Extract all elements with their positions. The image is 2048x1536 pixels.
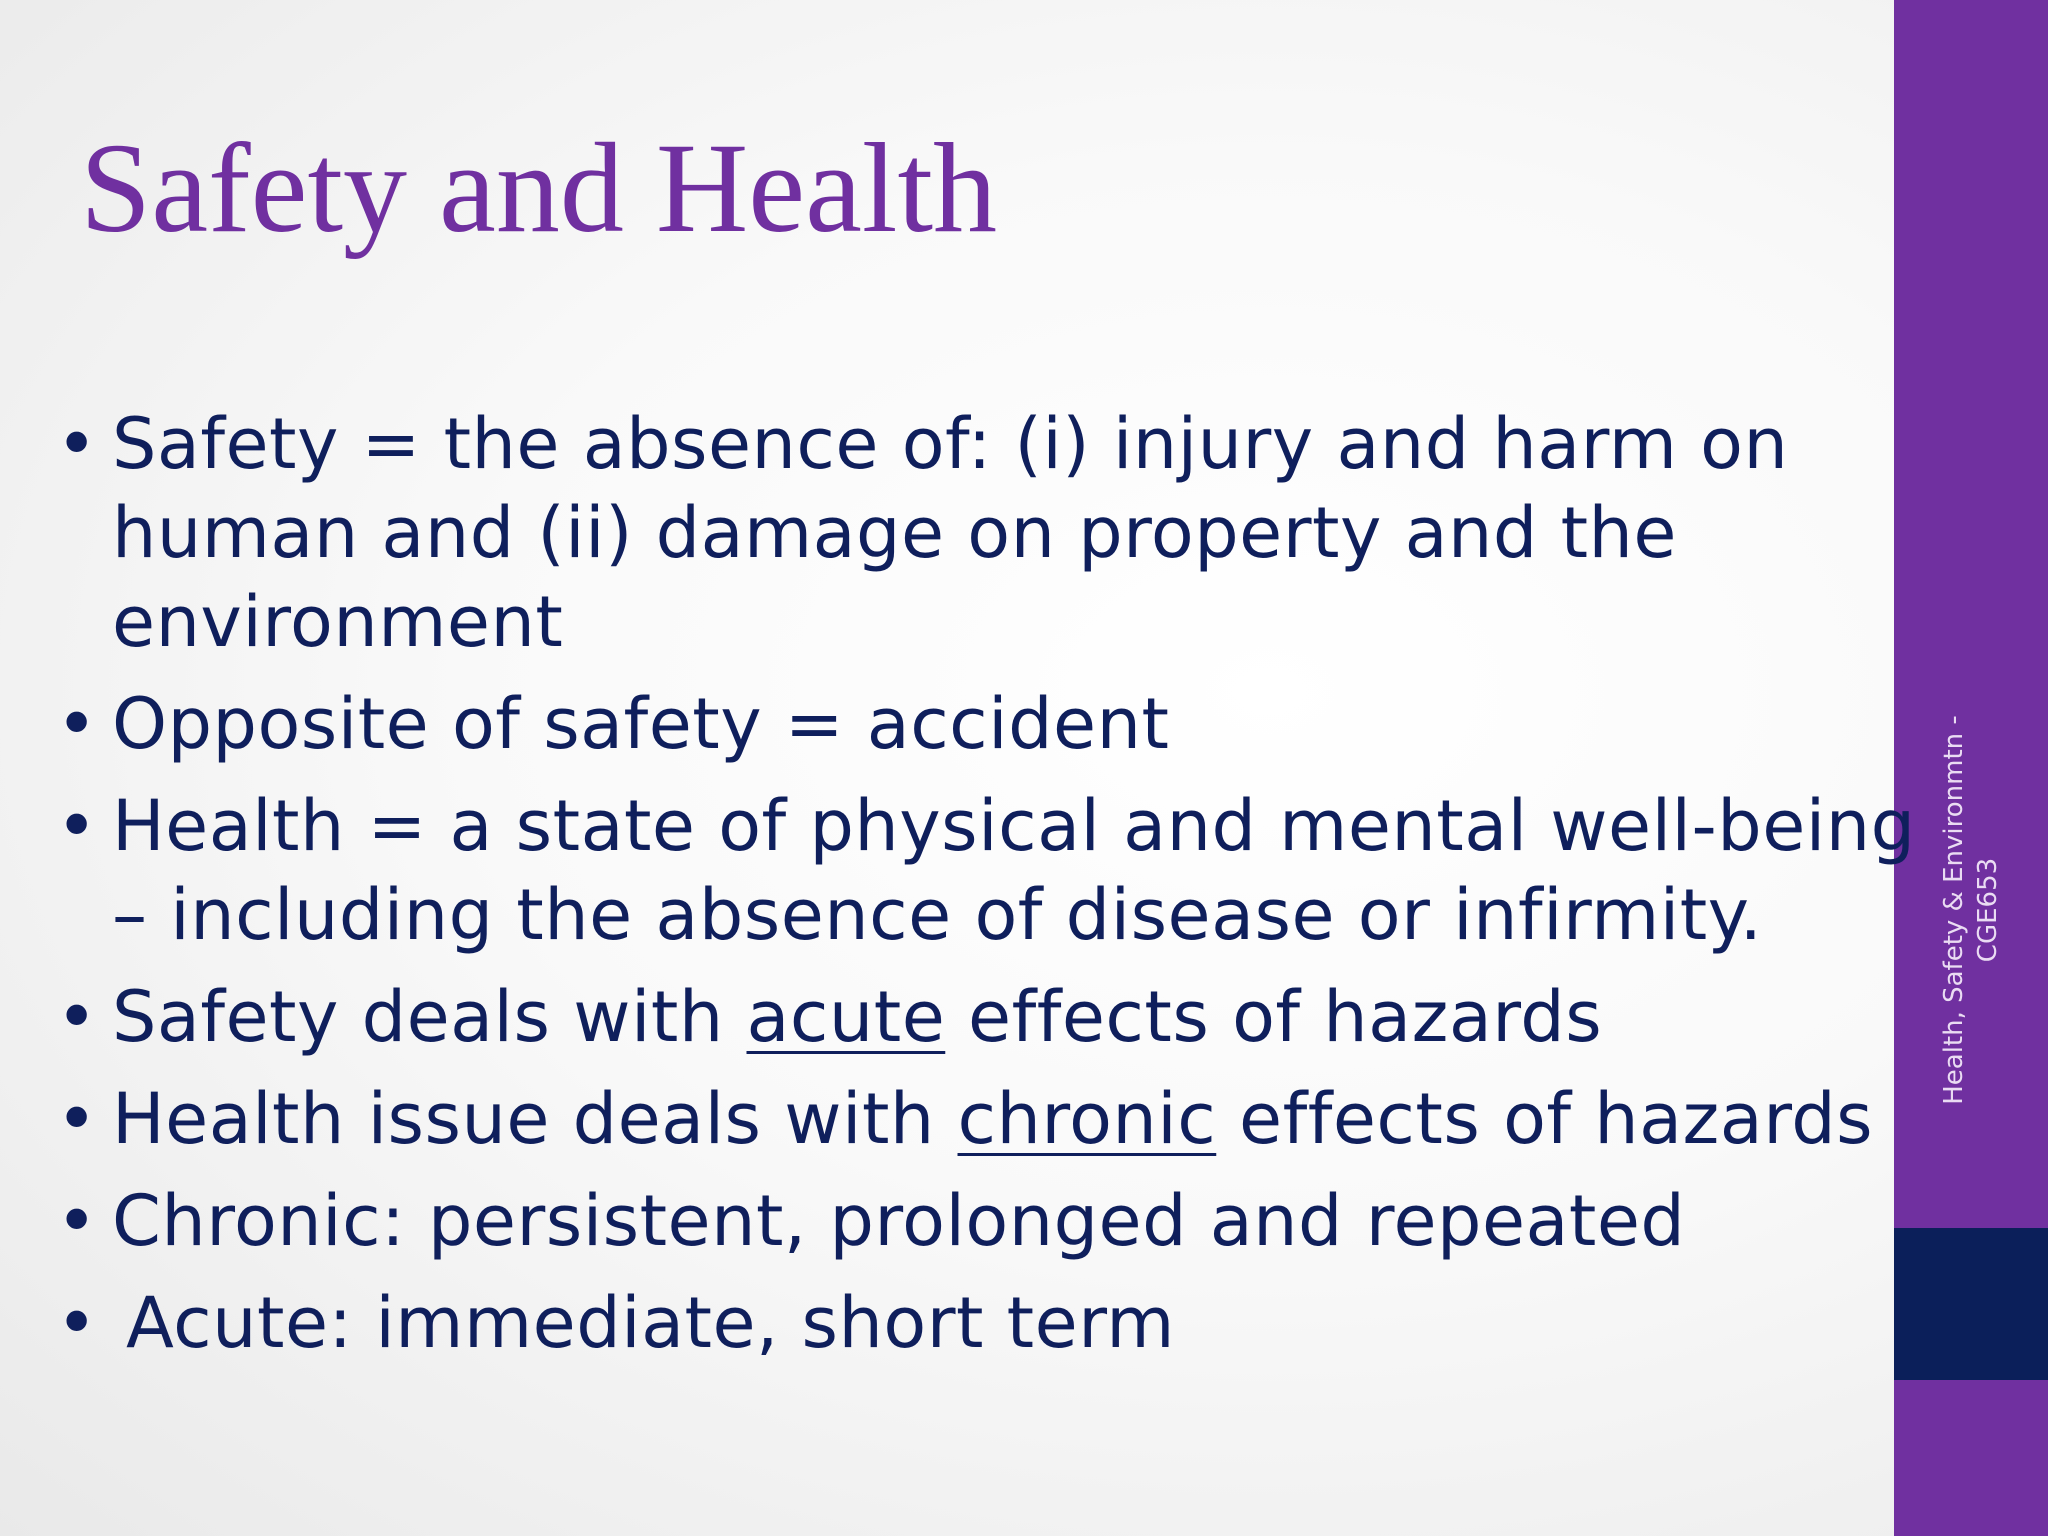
bullet-dot: • bbox=[56, 1282, 98, 1364]
course-label-line-1: Health, Safety & Environmtn - bbox=[1939, 715, 1969, 1105]
bullet-item-acute-definition bbox=[56, 1279, 1856, 1368]
slide-title: Safety and Health bbox=[80, 117, 997, 259]
bullet-text: effects of hazards bbox=[1216, 1078, 1874, 1160]
bullet-dot: • bbox=[56, 1180, 98, 1262]
bullet-line: environment bbox=[112, 581, 564, 663]
bullet-line: Chronic: persistent, prolonged and repeated bbox=[112, 1180, 1686, 1262]
bullet-text: effects of hazards bbox=[945, 976, 1603, 1058]
bullet-line: – including the absence of disease or infirmity. bbox=[112, 874, 1763, 956]
bullet-line: Acute: immediate, short term bbox=[126, 1282, 1175, 1364]
bullet-item-opposite-of-safety bbox=[56, 680, 1856, 769]
bullet-line: Opposite of safety = accident bbox=[112, 683, 1170, 765]
bullet-list bbox=[56, 400, 1916, 1381]
bullet-line: Health = a state of physical and mental well-being bbox=[112, 785, 1916, 867]
sidebar-accent-block bbox=[1894, 1228, 2048, 1380]
underlined-term-acute: acute bbox=[746, 976, 946, 1058]
bullet-line: human and (ii) damage on property and the bbox=[112, 492, 1677, 574]
bullet-line: Safety = the absence of: (i) injury and harm on bbox=[112, 403, 1789, 485]
bullet-item-health-definition bbox=[56, 782, 1916, 960]
bullet-text: Safety deals with bbox=[112, 976, 747, 1058]
bullet-item-safety-definition bbox=[56, 400, 1856, 667]
bullet-text: Health issue deals with bbox=[112, 1078, 958, 1160]
bullet-item-health-chronic bbox=[56, 1075, 1874, 1164]
bullet-dot: • bbox=[56, 785, 98, 867]
bullet-item-safety-acute bbox=[56, 973, 1856, 1062]
bullet-dot: • bbox=[56, 683, 98, 765]
bullet-dot: • bbox=[56, 1078, 98, 1160]
bullet-item-chronic-definition bbox=[56, 1177, 1856, 1266]
course-label-line-2: CGE653 bbox=[1973, 857, 2003, 963]
course-footer-label bbox=[1937, 680, 2005, 1140]
underlined-term-chronic: chronic bbox=[957, 1078, 1217, 1160]
bullet-dot: • bbox=[56, 976, 98, 1058]
bullet-dot: • bbox=[56, 403, 98, 485]
